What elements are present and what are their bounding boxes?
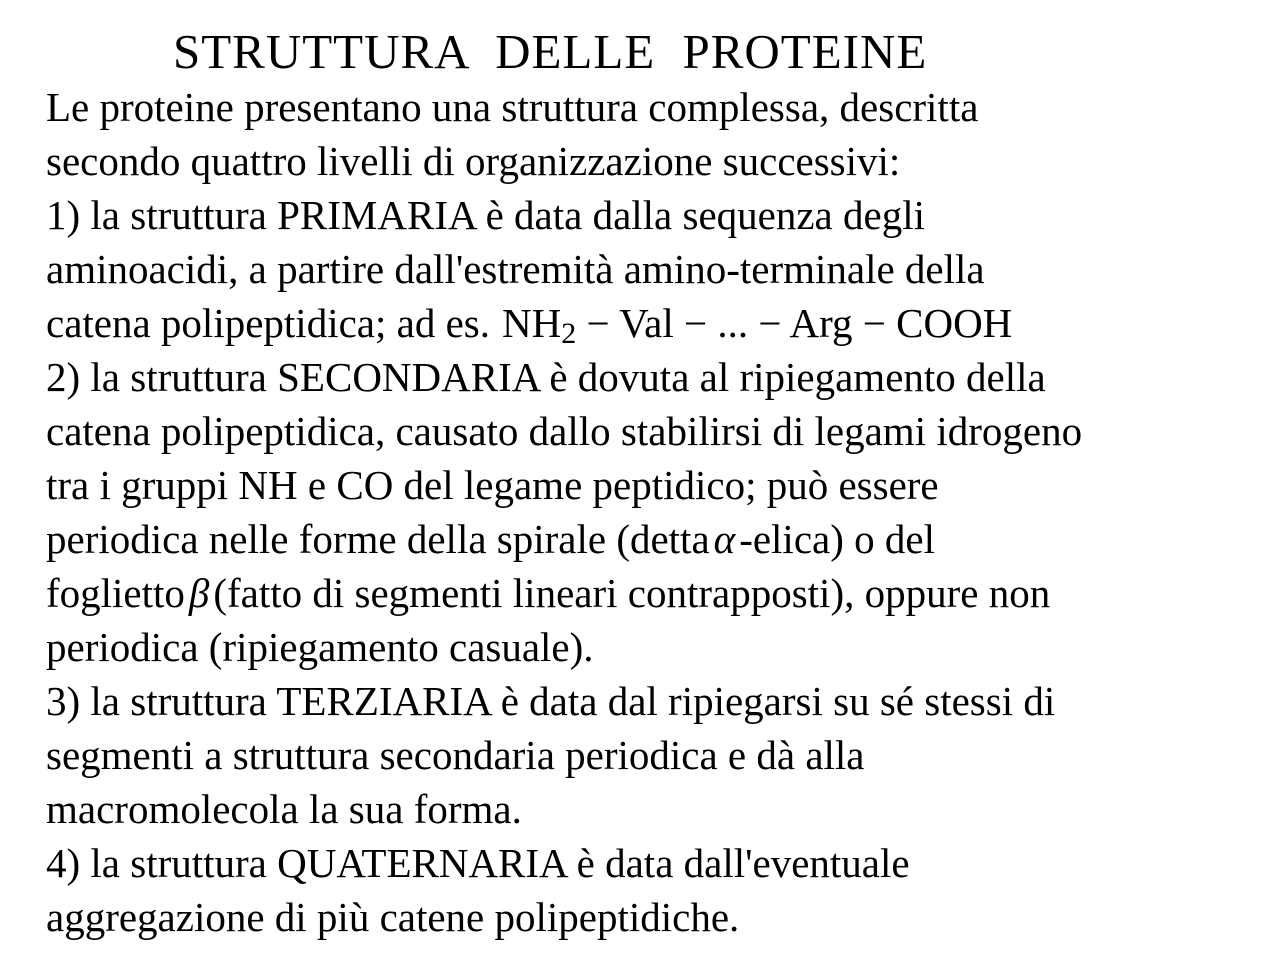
text-span: foglietto [46,570,185,616]
text-line: tra i gruppi NH e CO del legame peptidico; può essere [46,462,939,508]
text-line: secondo quattro livelli di organizzazione successivi: [46,138,901,184]
text-line: Le proteine presentano una struttura complessa, descritta [46,84,979,130]
page-title: STRUTTURA DELLE PROTEINE [173,24,928,79]
text-line: 1) la struttura PRIMARIA è data dalla sequenza degli [46,192,925,238]
text-line: 3) la struttura TERZIARIA è data dal ripiegarsi su sé stessi di [46,678,1056,724]
peptide-formula [501,300,1013,350]
text-span: periodica nelle forme della spirale (detta [46,516,710,562]
text-line: macromolecola la sua forma. [46,786,522,832]
formula-subscript: 2 [561,317,577,350]
text-line [46,566,1276,620]
formula-nh: NH [501,300,562,346]
alpha-symbol: α [713,516,736,562]
formula-chain: − Val − ... − Arg − COOH [576,300,1013,346]
beta-symbol: β [188,570,210,616]
text-span: -elica) o del [739,516,935,562]
text-line [46,296,1276,350]
text-line: periodica (ripiegamento casuale). [46,624,594,670]
text-line: segmenti a struttura secondaria periodica e dà alla [46,732,865,778]
text-line: aggregazione di più catene polipeptidiche. [46,894,740,940]
text-span: (fatto di segmenti lineari contrapposti), oppure non [213,570,1051,616]
text-line: 2) la struttura SECONDARIA è dovuta al ripiegamento della [46,354,1046,400]
text-span: catena polipeptidica; ad es. [46,300,490,346]
text-line: aminoacidi, a partire dall'estremità amino-terminale della [46,246,985,292]
body-text [46,80,1276,944]
text-line: 4) la struttura QUATERNARIA è data dall'eventuale [46,840,910,886]
text-line [46,512,1276,566]
text-line: catena polipeptidica, causato dallo stabilirsi di legami idrogeno [46,408,1083,454]
